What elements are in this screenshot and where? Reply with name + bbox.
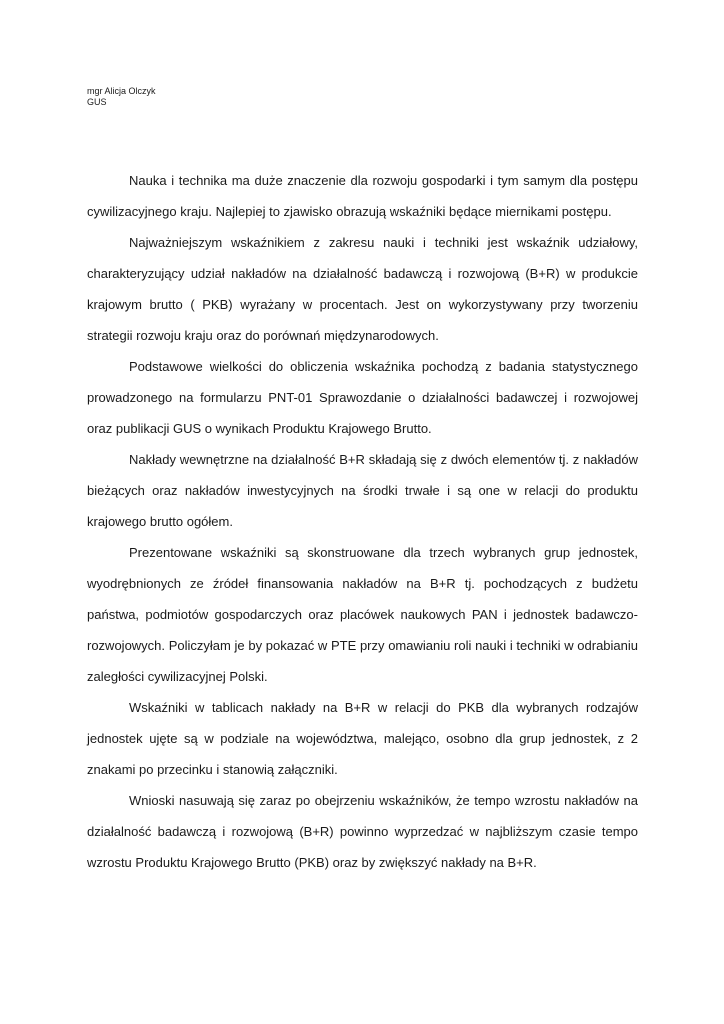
paragraph-5: Prezentowane wskaźniki są skonstruowane dla trzech wybranych grup jednostek, wyodrębnionych ze źródeł finansowania nakładów na B+R tj. pochodzących z budżetu państwa, podmiotów gospodarczych oraz placówek naukowych PAN i jednostek badawczo-rozwojowych. Policzyłam je by pokazać w PTE przy omawianiu roli nauki i techniki w odrabianiu zaległości cywilizacyjnej Polski. [87,545,638,684]
author-name: mgr Alicja Olczyk [87,86,156,96]
paragraph-2: Najważniejszym wskaźnikiem z zakresu nauki i techniki jest wskaźnik udziałowy, charakteryzujący udział nakładów na działalność badawczą i rozwojową (B+R) w produkcie krajowym brutto ( PKB) wyrażany w procentach. Jest on wykorzystywany przy tworzeniu strategii rozwoju kraju oraz do porównań międzynarodowych. [87,235,638,343]
paragraph-6: Wskaźniki w tablicach nakłady na B+R w relacji do PKB dla wybranych rodzajów jednostek ujęte są w podziale na województwa, malejąco, osobno dla grup jednostek, z 2 znakami po przecinku i stanowią załączniki. [87,700,638,777]
body-text [87,165,638,878]
paragraph-4: Nakłady wewnętrzne na działalność B+R składają się z dwóch elementów tj. z nakładów bieżących oraz nakładów inwestycyjnych na środki trwałe i są one w relacji do produktu krajowego brutto ogółem. [87,452,638,529]
author-block [87,86,156,108]
paragraph-3: Podstawowe wielkości do obliczenia wskaźnika pochodzą z badania statystycznego prowadzonego na formularzu PNT-01 Sprawozdanie o działalności badawczej i rozwojowej oraz publikacji GUS o wynikach Produktu Krajowego Brutto. [87,359,638,436]
paragraph-1: Nauka i technika ma duże znaczenie dla rozwoju gospodarki i tym samym dla postępu cywilizacyjnego kraju. Najlepiej to zjawisko obrazują wskaźniki będące miernikami postępu. [87,173,638,219]
paragraph-7: Wnioski nasuwają się zaraz po obejrzeniu wskaźników, że tempo wzrostu nakładów na działalność badawczą i rozwojową (B+R) powinno wyprzedzać w najbliższym czasie tempo wzrostu Produktu Krajowego Brutto (PKB) oraz by zwiększyć nakłady na B+R. [87,793,638,870]
author-affiliation: GUS [87,97,107,107]
